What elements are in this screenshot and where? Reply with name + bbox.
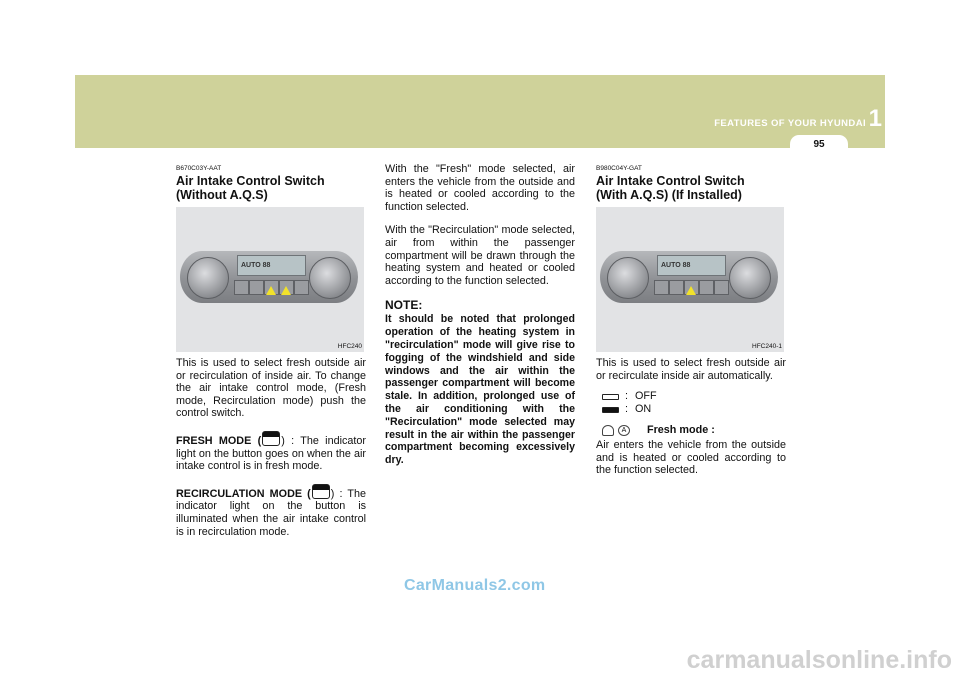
fan-knob xyxy=(729,257,771,299)
fresh-mode-label: FRESH MODE ( xyxy=(176,434,262,447)
fresh-mode-row xyxy=(602,424,786,436)
recirc-mode-paragraph xyxy=(176,484,366,538)
recirc-paragraph: With the "Recirculation" mode selected, air from within the passenger compartment will be drawn through the heating system and heated or cooled according to the function selected. xyxy=(385,224,575,287)
indicator-off-icon xyxy=(602,394,619,400)
legend-off xyxy=(602,390,786,403)
indicator-on-icon xyxy=(602,407,619,413)
note-body: It should be noted that prolonged operation of the heating system in "recirculation" mode will give rise to fogging of the windshield and side windows and the air within the passenger compartment will become stale. In addition, prolonged use of the air conditioning with the "Recirculation" mode selected may result in the air within the passenger compartment becoming excessively dry. xyxy=(385,313,575,467)
ac-button xyxy=(669,280,684,295)
fresh-mode-paragraph xyxy=(176,431,366,473)
intro-paragraph: This is used to select fresh outside air or recirculate inside air automatically. xyxy=(596,357,786,382)
site-watermark: carmanualsonline.info xyxy=(686,646,952,674)
chapter-number: 1 xyxy=(868,105,882,132)
mode-button xyxy=(654,280,669,295)
aqs-icon: A xyxy=(618,425,630,436)
section-title: FEATURES OF YOUR HYUNDAI xyxy=(714,118,866,129)
indicator-marker xyxy=(281,286,291,295)
section-heading xyxy=(176,174,366,202)
heading-line: Air Intake Control Switch xyxy=(176,174,325,188)
legend-colon: : xyxy=(625,390,628,403)
legend-on xyxy=(602,403,786,416)
page-number: 95 xyxy=(790,135,848,153)
recirc-button xyxy=(699,280,714,295)
ac-button xyxy=(249,280,264,295)
column-with-aqs xyxy=(596,165,786,477)
column-without-aqs xyxy=(176,165,366,549)
button-row xyxy=(654,280,726,294)
fresh-mode-text: Air enters the vehicle from the outside and is heated or cooled according to the function selected. xyxy=(596,439,786,477)
fan-knob xyxy=(309,257,351,299)
heading-line: (Without A.Q.S) xyxy=(176,188,268,202)
section-code: B980C04Y-GAT xyxy=(596,165,642,172)
recirc-mode-label: RECIRCULATION MODE ( xyxy=(176,487,311,500)
climate-unit xyxy=(180,251,358,303)
fresh-mode-text: ) : The indicator light on the button goes on when the air intake control is in fresh mode. xyxy=(176,434,366,473)
control-panel-figure xyxy=(176,207,364,352)
legend-colon: : xyxy=(625,403,628,416)
mode-button xyxy=(234,280,249,295)
legend-label: ON xyxy=(635,403,652,416)
intro-paragraph: This is used to select fresh outside air or recirculation of inside air. To change the air intake control mode, (Fresh mode, Recirculation mode) push the control switch. xyxy=(176,357,366,420)
section-heading xyxy=(596,174,786,202)
heading-line: (With A.Q.S) (If Installed) xyxy=(596,188,742,202)
figure-caption: HFC240 xyxy=(337,343,362,350)
temperature-knob xyxy=(187,257,229,299)
recirculation-icon xyxy=(312,484,330,499)
section-code: B670C03Y-AAT xyxy=(176,165,222,172)
button-row xyxy=(234,280,306,294)
fresh-mode-label: Fresh mode : xyxy=(647,424,715,437)
figure-caption: HFC240-1 xyxy=(752,343,782,350)
indicator-marker xyxy=(686,286,696,295)
climate-display: AUTO 88 xyxy=(657,255,726,276)
header-banner xyxy=(75,75,885,148)
control-panel-figure xyxy=(596,207,784,352)
climate-unit xyxy=(600,251,778,303)
fresh-air-icon xyxy=(602,425,614,436)
defrost-button xyxy=(714,280,729,295)
note-title: NOTE: xyxy=(385,298,423,313)
temperature-knob xyxy=(607,257,649,299)
defrost-button xyxy=(294,280,309,295)
fresh-mode-icons xyxy=(602,425,630,436)
legend-label: OFF xyxy=(635,390,657,403)
watermark: CarManuals2.com xyxy=(404,577,546,594)
fresh-paragraph: With the "Fresh" mode selected, air enters the vehicle from the outside and is heated or cooled according to the function selected. xyxy=(385,163,575,213)
fresh-mode-icon xyxy=(262,431,280,446)
climate-display: AUTO 88 xyxy=(237,255,306,276)
indicator-marker xyxy=(266,286,276,295)
recirc-mode-text: ) : The indicator light on the button is illuminated when the air intake control is in recirculation mode. xyxy=(176,487,366,538)
heading-line: Air Intake Control Switch xyxy=(596,174,745,188)
column-description xyxy=(385,163,575,467)
